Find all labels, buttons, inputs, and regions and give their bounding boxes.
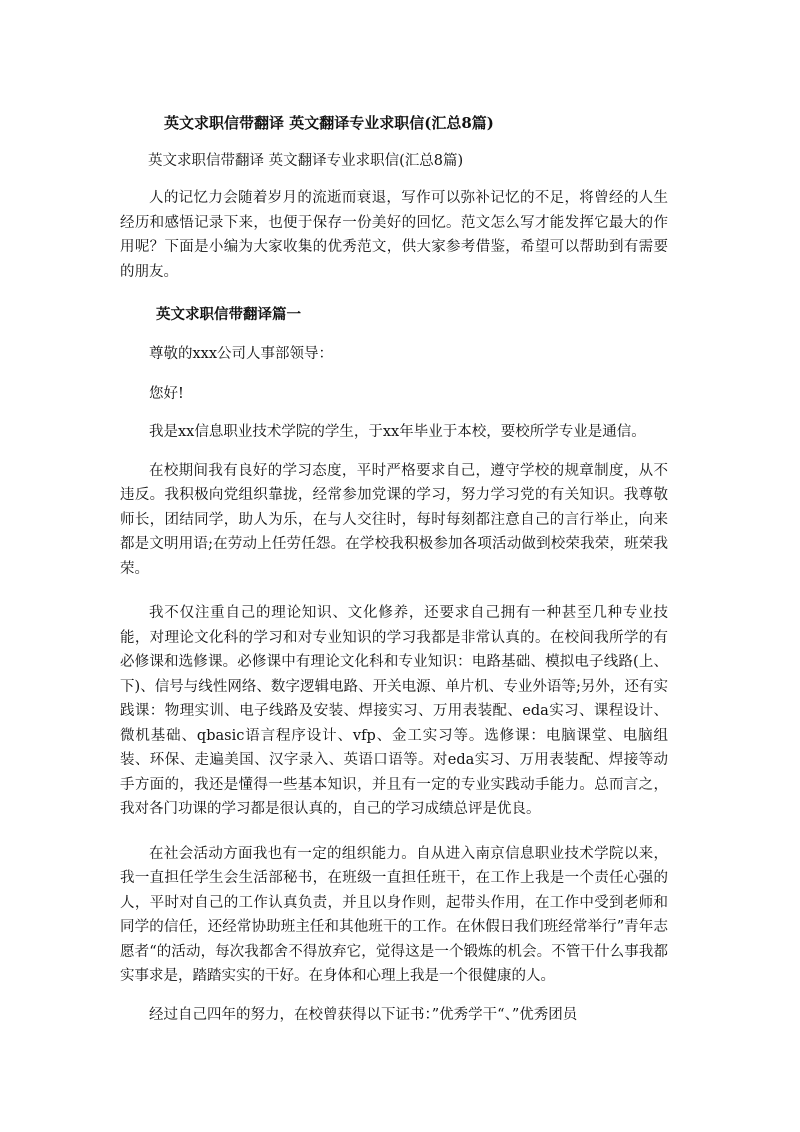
body-paragraph: 在校期间我有良好的学习态度，平时严格要求自己，遵守学校的规章制度，从不违反。我积极向党组织靠拢，经常参加党课的学习，努力学习党的有关知识。我尊敬师长，团结同学，助人为乐，在与人交往时，每时每刻都注意自己的言行举止，向来都是文明用语;在劳动上任劳任怨。在学校我积极参加各项活动做到校荣我荣，班荣我荣。 — [120, 462, 668, 577]
greeting-recipient: 尊敬的xxx公司人事部领导： — [149, 346, 334, 362]
document-title: 英文求职信带翻译 英文翻译专业求职信(汇总8篇) — [164, 114, 494, 132]
greeting-hello: 您好! — [149, 386, 184, 402]
body-paragraph: 经过自己四年的努力，在校曾获得以下证书：”优秀学干“、”优秀团员 — [149, 1006, 578, 1023]
body-paragraph: 在社会活动方面我也有一定的组织能力。自从进入南京信息职业技术学院以来，我一直担任学生会生活部秘书，在班级一直担任班干，在工作上我是一个责任心强的人，平时对自己的工作认真负责，并且以身作则，起带头作用，在工作中受到老师和同学的信任，还经常协助班主任和其他班干的工作。在休假日我们班经常举行”青年志愿者“的活动，每次我都舍不得放弃它，觉得这是一个锻炼的机会。不管干什么事我都实事求是，踏踏实实的干好。在身体和心理上我是一个很健康的人。 — [120, 845, 668, 984]
intro-paragraph: 人的记忆力会随着岁月的流逝而衰退，写作可以弥补记忆的不足，将曾经的人生经历和感悟记录下来，也便于保存一份美好的回忆。范文怎么写才能发挥它最大的作用呢？下面是小编为大家收集的优秀范文，供大家参考借鉴，希望可以帮助到有需要的朋友。 — [120, 190, 668, 280]
body-paragraph: 我是xx信息职业技术学院的学生，于xx年毕业于本校，要校所学专业是通信。 — [149, 424, 646, 440]
section-heading: 英文求职信带翻译篇一 — [156, 306, 301, 323]
document-subtitle: 英文求职信带翻译 英文翻译专业求职信(汇总8篇) — [148, 153, 464, 169]
body-paragraph: 我不仅注重自己的理论知识、文化修养，还要求自己拥有一种甚至几种专业技能，对理论文化科的学习和对专业知识的学习我都是非常认真的。在校间我所学的有必修课和选修课。必修课中有理论文化科和专业知识：电路基础、模拟电子线路(上、下)、信号与线性网络、数字逻辑电路、开关电源、单片机、专业外语等;另外，还有实践课：物理实训、电子线路及安装、焊接实习、万用表装配、eda实习、课程设计、微机基础、qbasic语言程序设计、vfp、金工实习等。选修课：电脑课堂、电脑组装、环保、走遍美国、汉字录入、英语口语等。对eda实习、万用表装配、焊接等动手方面的，我还是懂得一些基本知识，并且有一定的专业实践动手能力。总而言之，我对各门功课的学习都是很认真的，自己的学习成绩总评是优良。 — [120, 605, 668, 817]
document-page — [120, 112, 668, 1027]
